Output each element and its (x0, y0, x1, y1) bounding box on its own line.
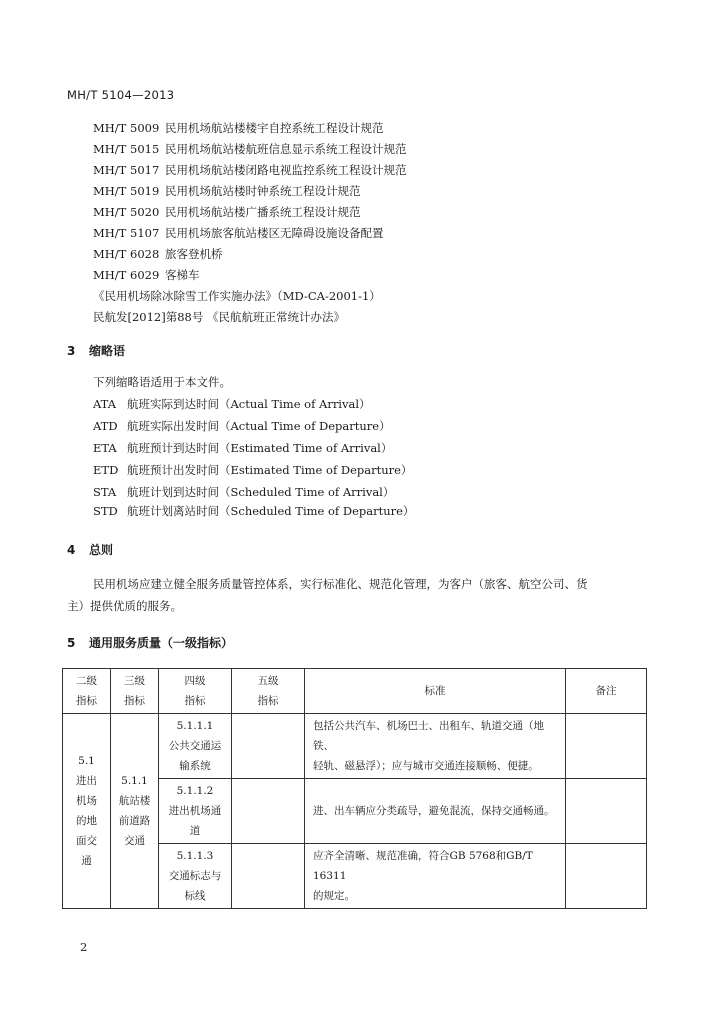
reference-code: MH/T 5009 (93, 121, 160, 135)
section-title: 通用服务质量（一级指标） (89, 636, 234, 650)
reference-item (93, 225, 384, 241)
reference-item (93, 141, 407, 157)
reference-title: 民用机场航站楼闭路电视监控系统工程设计规范 (165, 163, 407, 177)
cell-text: 进出 (76, 775, 97, 787)
header-level4 (159, 669, 232, 714)
section-number: 3 (67, 344, 76, 358)
section-number: 5 (67, 636, 76, 650)
standard-cell (305, 714, 566, 779)
cell-text: 公共交通运 (168, 740, 222, 752)
cell-text: 面交 (76, 835, 97, 847)
section-title: 缩略语 (89, 344, 126, 358)
standard-cell (305, 779, 566, 844)
cell-text: 进出机场通 (168, 805, 222, 817)
cell-text: 应齐全清晰、规范准确，符合GB 5768和GB/T 16311 (313, 850, 533, 882)
reference-item (93, 120, 384, 136)
level2-cell (63, 714, 111, 909)
abbreviation-item (93, 462, 412, 478)
reference-title: 民用机场旅客航站楼区无障碍设施设备配置 (165, 226, 384, 240)
reference-title: 客梯车 (165, 268, 200, 282)
standard-cell (305, 844, 566, 909)
reference-title: 旅客登机桥 (165, 247, 223, 261)
header-text: 三级 (124, 675, 145, 687)
section-title: 总则 (89, 543, 114, 557)
reference-code: MH/T 5017 (93, 163, 160, 177)
section-4-heading (67, 541, 113, 558)
reference-title: 民用机场航站楼广播系统工程设计规范 (165, 205, 361, 219)
reference-item (93, 246, 223, 262)
level4-cell (159, 779, 232, 844)
reference-code: MH/T 5019 (93, 184, 160, 198)
level5-cell (232, 844, 305, 909)
section-5-heading (67, 634, 233, 651)
abbreviation: STD (93, 504, 118, 518)
cell-text: 的地 (76, 815, 97, 827)
reference-other: 《民用机场除冰除雪工作实施办法》（MD-CA-2001-1） (93, 289, 381, 303)
cell-text: 进、出车辆应分类疏导，避免混流，保持交通畅通。 (313, 805, 555, 817)
abbreviation-item (93, 503, 414, 519)
section-3-heading (67, 342, 125, 359)
reference-item (93, 183, 361, 199)
reference-other: 民航发[2012]第88号 《民航航班正常统计办法》 (93, 310, 346, 324)
abbreviation-desc: 航班预计到达时间（Estimated Time of Arrival） (127, 441, 393, 455)
abbreviation: STA (93, 485, 117, 499)
standard-header: MH/T 5104—2013 (67, 88, 175, 102)
remark-cell (566, 844, 647, 909)
reference-code: MH/T 6028 (93, 247, 160, 261)
header-level5 (232, 669, 305, 714)
cell-text: 包括公共汽车、机场巴士、出租车、轨道交通（地铁、 (313, 720, 544, 752)
header-text: 四级 (184, 675, 206, 687)
remark-cell (566, 779, 647, 844)
abbreviation-item (93, 396, 371, 412)
cell-text: 5.1.1.3 (176, 850, 214, 862)
cell-text: 机场 (76, 795, 97, 807)
cell-text: 道 (189, 825, 201, 837)
level3-cell (111, 714, 159, 909)
level5-cell (232, 714, 305, 779)
abbreviation: ETD (93, 463, 119, 477)
section-number: 4 (67, 543, 76, 557)
header-remark: 备注 (566, 669, 647, 714)
service-quality-table (62, 668, 647, 909)
section-4-paragraph-line: 民用机场应建立健全服务质量管控体系，实行标准化、规范化管理，为客户（旅客、航空公司、货 (93, 577, 588, 591)
reference-title: 民用机场航站楼航班信息显示系统工程设计规范 (165, 142, 407, 156)
abbreviation: ETA (93, 441, 117, 455)
reference-title: 民用机场航站楼时钟系统工程设计规范 (165, 184, 361, 198)
abbreviation-item (93, 418, 391, 434)
abbreviation-item (93, 440, 392, 456)
cell-text: 标线 (184, 890, 206, 902)
abbreviation-desc: 航班计划到达时间（Scheduled Time of Arrival） (127, 485, 395, 499)
header-text: 指标 (76, 695, 97, 707)
cell-text: 5.1.1.1 (176, 720, 214, 732)
abbreviation-desc: 航班实际到达时间（Actual Time of Arrival） (127, 397, 371, 411)
table-header-row (63, 669, 647, 714)
cell-text: 5.1 (78, 755, 95, 767)
cell-text: 轻轨、磁悬浮）；应与城市交通连接顺畅、便捷。 (313, 760, 539, 772)
reference-code: MH/T 5015 (93, 142, 160, 156)
table-row (63, 714, 647, 779)
cell-text: 5.1.1 (121, 775, 148, 787)
header-standard: 标准 (305, 669, 566, 714)
abbreviation-desc: 航班实际出发时间（Actual Time of Departure） (127, 419, 391, 433)
header-text: 二级 (76, 675, 97, 687)
abbreviation-item (93, 484, 394, 500)
cell-text: 航站楼 (118, 795, 151, 807)
reference-code: MH/T 5107 (93, 226, 160, 240)
header-text: 指标 (124, 695, 145, 707)
section-4-paragraph-line: 主）提供优质的服务。 (67, 599, 182, 613)
cell-text: 的规定。 (313, 890, 355, 902)
reference-item (93, 162, 407, 178)
level4-cell (159, 714, 232, 779)
cell-text: 输系统 (179, 760, 211, 772)
remark-cell (566, 714, 647, 779)
header-text: 指标 (184, 695, 206, 707)
abbreviation: ATA (93, 397, 117, 411)
reference-title: 民用机场航站楼楼宇自控系统工程设计规范 (165, 121, 384, 135)
reference-code: MH/T 6029 (93, 268, 160, 282)
reference-code: MH/T 5020 (93, 205, 160, 219)
section-3-intro: 下列缩略语适用于本文件。 (93, 375, 231, 389)
abbreviation: ATD (93, 419, 118, 433)
cell-text: 交通标志与 (168, 870, 222, 882)
cell-text: 5.1.1.2 (176, 785, 214, 797)
reference-item (93, 267, 200, 283)
header-text: 指标 (257, 695, 279, 707)
header-text: 五级 (257, 675, 279, 687)
header-level2 (63, 669, 111, 714)
abbreviation-desc: 航班计划离站时间（Scheduled Time of Departure） (127, 504, 415, 518)
cell-text: 通 (81, 855, 92, 867)
cell-text: 交通 (124, 835, 145, 847)
level5-cell (232, 779, 305, 844)
cell-text: 前道路 (118, 815, 151, 827)
page-number: 2 (80, 940, 88, 954)
level4-cell (159, 844, 232, 909)
reference-item (93, 204, 361, 220)
abbreviation-desc: 航班预计出发时间（Estimated Time of Departure） (127, 463, 413, 477)
header-level3 (111, 669, 159, 714)
